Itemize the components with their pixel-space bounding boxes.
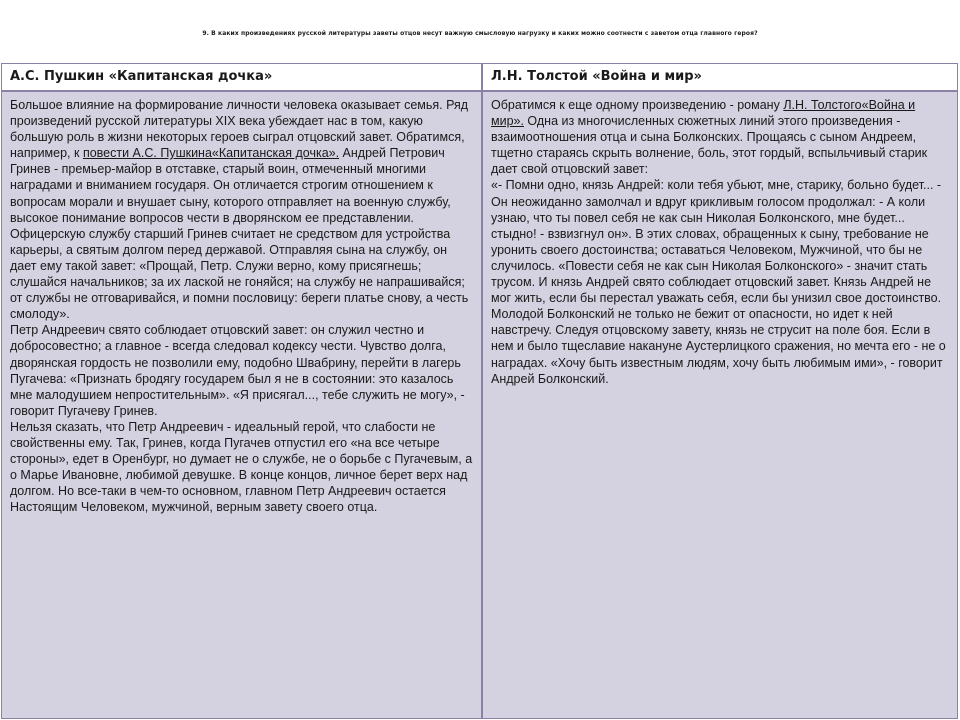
paragraph-text: Одна из многочисленных сюжетных линий этого произведения - взаимоотношения отца и сына Болконских. Прощаясь с сыном Андреем, тщетно стараясь скрыть волнение, боль, этот гордый, вспыльчивый старик дает свой отцовский завет: bbox=[491, 114, 928, 177]
paragraph bbox=[491, 177, 949, 306]
paragraph bbox=[10, 419, 473, 516]
page-title: 9. В каких произведениях русской литературы заветы отцов несут важную смысловую нагрузку и каких можно соотнести с заветом отца главного героя? bbox=[202, 30, 758, 37]
column-body-tolstoy bbox=[481, 92, 957, 718]
paragraph bbox=[10, 97, 473, 322]
paragraph-text: «- Помни одно, князь Андрей: коли тебя убьют, мне, старику, больно будет... - Он неожиданно замолчал и вдруг крикливым голосом продолжал: - А коли узнаю, что ты повел себя не как сын Николая Болконского, мне будет... стыдно! - взвизгнул он». В этих словах, обращенных к сыну, требование не уронить своего достоинства; оставаться Человеком, Мужчиной, что бы не случилось. «Повести себя не как сын Николая Болконского» - значит стать трусом. И князь Андрей свято соблюдает отцовский завет. Князь Андрей не мог жить, если бы перестал уважать себя, если бы унизил свое достоинство. bbox=[491, 178, 942, 306]
paragraph-text: Молодой Болконский не только не бежит от опасности, но идет к ней навстречу. Следуя отцовскому завету, князь не струсит на поле боя. Если в нем и было тщеславие накануне Аустерлицкого сражения, но мечта его - не о наградах. «Хочу быть известным людям, хочу быть любимым ими», - говорит Андрей Болконский. bbox=[491, 307, 946, 386]
paragraph-text: Нельзя сказать, что Петр Андреевич - идеальный герой, что слабости не свойственны ему. Так, Гринев, когда Пугачев отпустил его «на все четыре стороны», едет в Оренбург, но думает не о службе, не о борьбе с Пугачевым, а о Марье Ивановне, любимой девушке. В конце концов, личное берет верх над долгом. Но все-таки в чем-то основном, главном Петр Андреевич остается Настоящим Человеком, мужчиной, верным завету своего отца. bbox=[10, 419, 473, 515]
paragraph-text: Петр Андреевич свято соблюдает отцовский завет: он служил честно и добросовестно; а главное - всегда следовал кодексу чести. Чувство долга, дворянская гордость не позволили ему, подобно Швабрину, перейти в лагерь Пугачева: «Признать бродягу государем был я не в состоянии: это казалось мне малодушием непростительным». «Я присягал..., тебе служить не могу», - говорит Пугачеву Гринев. bbox=[10, 323, 465, 418]
work-link[interactable]: повести А.С. Пушкина«Капитанская дочка». bbox=[82, 146, 340, 161]
paragraph bbox=[491, 97, 949, 177]
paragraph bbox=[491, 306, 949, 386]
column-body-pushkin bbox=[2, 92, 481, 718]
column-header-pushkin: А.С. Пушкин «Капитанская дочка» bbox=[2, 64, 481, 92]
paragraph bbox=[10, 322, 473, 419]
paragraph-text: Обратимся к еще одному произведению - роману bbox=[491, 98, 784, 112]
work-link[interactable]: Л.Н. Толстого«Война и мир». bbox=[491, 98, 916, 129]
column-header-tolstoy: Л.Н. Толстой «Война и мир» bbox=[481, 64, 957, 92]
comparison-table bbox=[1, 63, 958, 719]
paragraph-text: Большое влияние на формирование личности человека оказывает семья. Ряд произведений русской литературы XIX века убеждает нас в том, какую большую роль в жизни некоторых героев сыграл отцовский завет. Обратимся, например, к bbox=[10, 98, 469, 161]
paragraph-text: Андрей Петрович Гринев - премьер-майор в отставке, старый воин, отмеченный многими наградами и вниманием государя. Он отличается строгим отношением к вопросам морали и внушает сыну, которого отправляет на военную службу, высокое понимание вопросов чести в дворянском ее представлении. Офицерскую службу старший Гринев считает не средством для устройства карьеры, а святым долгом перед державой. Отправляя сына на службу, он дает ему такой завет: «Прощай, Петр. Служи верно, кому присягнешь; слушайся начальников; за их лаской не гоняйся; на службу не напрашивайся; от службы не отговаривайся, и помни пословицу: береги платье снову, а честь смолоду». bbox=[10, 146, 469, 322]
